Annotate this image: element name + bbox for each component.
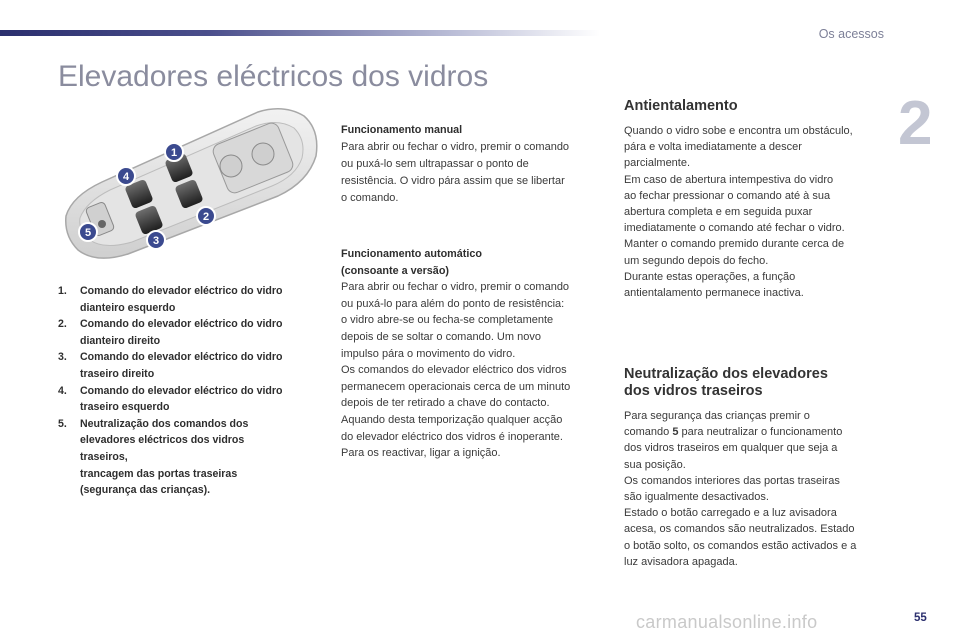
manual-body (341, 139, 603, 207)
page-title: Elevadores eléctricos dos vidros (58, 60, 489, 93)
automatic-body-line: Para os reactivar, ligar a ignição. (341, 447, 501, 460)
legend-item-number: 1. (58, 285, 67, 297)
anti-pinch-body-line: Em caso de abertura intempestiva do vidro (624, 173, 834, 186)
legend-item-text: Comando do elevador eléctrico do vidro dianteiro direito (80, 318, 283, 347)
chapter-number: 2 (898, 89, 932, 158)
neutralisation-body-line: luz avisadora apagada. (624, 555, 738, 568)
automatic-body-line: Para abrir ou fechar o vidro, premir o comando (341, 281, 570, 294)
legend-item-text: Comando do elevador eléctrico do vidro traseiro direito (80, 351, 283, 380)
watermark: carmanualsonline.info (636, 612, 818, 632)
anti-pinch-body-line: Manter o comando premido durante cerca de (624, 238, 845, 251)
automatic-body-line: depois de se soltar o comando. Um novo (341, 330, 541, 343)
anti-pinch-body-line: um segundo depois do fecho. (624, 254, 769, 267)
legend-list (58, 283, 324, 499)
automatic-body-line: depois de ter retirado a chave do contacto. (341, 397, 550, 410)
marker-1-label: 1 (170, 147, 178, 159)
neutralisation-body-line: Estado o botão carregado e a luz avisadora (624, 507, 837, 520)
neutralisation-body-line: acesa, os comandos são neutralizados. Estado (624, 523, 855, 536)
legend-item (58, 316, 324, 349)
legend-item (58, 349, 324, 382)
marker-5 (79, 223, 97, 241)
anti-pinch-body-line: pára e volta imediatamente a descer (624, 141, 802, 154)
anti-pinch-body-line: abertura completa e em seguida puxar (624, 206, 813, 219)
legend-item (58, 383, 324, 416)
neutralisation-switch-ref: 5 (672, 426, 679, 439)
automatic-body-line: ou puxá-lo para além do ponto de resistência: (341, 297, 565, 310)
neutralisation-body-line: Os comandos interiores das portas traseiras (624, 474, 840, 487)
neutralisation-body (624, 408, 890, 570)
marker-2 (197, 207, 215, 225)
legend-item-text: Neutralização dos comandos dos elevadores eléctricos dos vidros traseiros, trancagem das portas traseiras (segurança das crianças). (80, 417, 249, 497)
rear-window-neutralisation-section (624, 366, 890, 570)
manual-heading: Funcionamento manual (341, 124, 463, 136)
manual-operation-section (341, 122, 603, 207)
legend-item-number: 2. (58, 318, 67, 331)
automatic-body (341, 279, 603, 462)
legend-item-text: Comando do elevador eléctrico do vidro dianteiro esquerdo (80, 285, 283, 314)
legend-item (58, 283, 324, 316)
legend-item (58, 416, 324, 499)
automatic-body-line: Aquando desta temporização qualquer acção (341, 413, 563, 426)
anti-pinch-heading: Antientalamento (624, 98, 738, 114)
marker-1 (165, 143, 183, 161)
manual-body-line: ou puxá-lo sem ultrapassar o ponto de (341, 158, 529, 170)
automatic-operation-section (341, 246, 603, 462)
anti-pinch-body-line: parcialmente. (624, 157, 691, 170)
legend-item-text: Comando do elevador eléctrico do vidro traseiro esquerdo (80, 384, 283, 414)
neutralisation-body-line: sua posição. (624, 458, 686, 471)
marker-2-label: 2 (202, 211, 210, 223)
anti-pinch-body-line: imediatamente o comando até fechar o vidro. (624, 222, 845, 235)
automatic-body-line: permanecem operacionais cerca de um minuto (341, 380, 571, 393)
anti-pinch-body-line: ao fechar pressionar o comando até à sua (624, 189, 831, 202)
manual-body-line: o comando. (341, 192, 399, 204)
legend-item-number: 5. (58, 417, 67, 430)
anti-pinch-body (624, 123, 890, 301)
anti-pinch-section (624, 98, 890, 301)
header-bar (0, 30, 600, 36)
neutralisation-body-line: o botão solto, os comandos estão activados e a (624, 539, 857, 552)
automatic-body-line: impulso pára o movimento do vidro. (341, 347, 516, 360)
automatic-body-line: Os comandos do elevador eléctrico dos vidros (341, 364, 567, 377)
automatic-body-line: do elevador eléctrico dos vidros é inoperante. (341, 430, 563, 443)
marker-3 (147, 231, 165, 249)
marker-5-label: 5 (84, 227, 92, 239)
marker-3-label: 3 (152, 235, 160, 247)
neutralisation-body-line: comando 5 para neutralizar o funcionamento (624, 426, 843, 439)
neutralisation-body-line: dos vidros traseiros em qualquer que seja a (624, 442, 838, 455)
neutralisation-heading: Neutralização dos elevadores dos vidros traseiros (624, 366, 828, 399)
marker-4 (117, 167, 135, 185)
automatic-body-line: o vidro abre-se ou fecha-se completamente (341, 314, 554, 327)
anti-pinch-body-line: Durante estas operações, a função (624, 270, 796, 283)
marker-4-label: 4 (122, 171, 130, 183)
anti-pinch-body-line: Quando o vidro sobe e encontra um obstáculo, (624, 125, 853, 137)
section-title: Os acessos (818, 27, 884, 41)
legend-item-number: 4. (58, 384, 67, 397)
page-number: 55 (914, 612, 927, 624)
manual-body-line: Para abrir ou fechar o vidro, premir o comando (341, 141, 570, 153)
neutralisation-body-line: Para segurança das crianças premir o (624, 410, 810, 422)
legend-item-number: 3. (58, 351, 67, 364)
anti-pinch-body-line: antientalamento permanece inactiva. (624, 287, 804, 300)
automatic-heading: Funcionamento automático (consoante a versão) (341, 248, 482, 277)
neutralisation-body-line: são igualmente desactivados. (624, 491, 769, 504)
manual-body-line: resistência. O vidro pára assim que se libertar (341, 175, 565, 187)
window-switch-panel-illustration (58, 104, 338, 282)
